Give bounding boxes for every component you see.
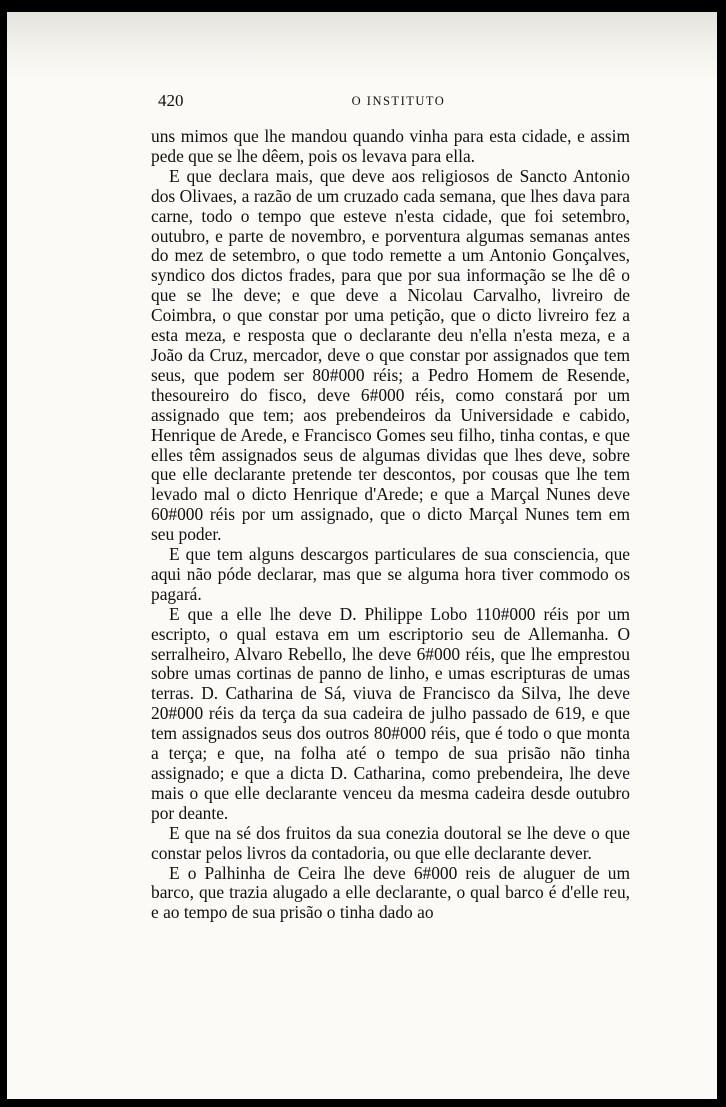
- paragraph: E que na sé dos fruitos da sua conezia doutoral se lhe deve o que constar pelos livros da contadoria, ou que elle declarante dever.: [151, 822, 630, 863]
- paragraph: uns mimos que lhe mandou quando vinha para esta cidade, e assim pede que se lhe dêem, pois os levava para ella.: [151, 126, 630, 166]
- page-edge-shading: [7, 12, 717, 82]
- page-header: [158, 91, 639, 113]
- page-number: 420: [158, 91, 184, 110]
- paragraph: E que declara mais, que deve aos religiosos de Sancto Antonio dos Olivaes, a razão de um cruzado cada semana, que lhes dava para carne, todo o tempo que esteve n'esta cidade, que foi setembro, outubro, e parte de novembro, e porventura algumas semanas antes do mez de setembro, o que todo remette a um Antonio Gonçalves, syndico dos dictos frades, para que por sua informação se lhe dê o que se lhe deve; e que deve a Nicolau Carvalho, livreiro de Coimbra, o que constar por uma petição, que o dicto livreiro fez a esta meza, e resposta que o declarante deu n'ella n'esta meza, e a João da Cruz, mercador, deve o que constar por assignados que tem seus, que podem ser 80#000 réis; a Pedro Homem de Resende, thesoureiro do fisco, deve 6#000 réis, como constará por um assignado que tem; aos prebendeiros da Universidade e cabido, Henrique de Arede, e Francisco Gomes seu filho, tinha contas, e que elles têm assignados seus de algumas dividas que lhes deve, sobre que elle declarante pretende ter descontos, por cousas que lhe tem levado mal o dicto Henrique d'Arede; e que a Marçal Nunes deve 60#000 réis por um assignado, que o dicto Marçal Nunes tem em seu poder.: [151, 165, 630, 545]
- body-text: [151, 127, 630, 923]
- paragraph: E que tem alguns descargos particulares de sua consciencia, que aqui não póde declarar, mas que se alguma hora tiver commodo os pagará.: [151, 544, 630, 604]
- paragraph: E que a elle lhe deve D. Philippe Lobo 110#000 réis por um escripto, o qual estava em um escriptorio seu de Allemanha. O serralheiro, Alvaro Rebello, lhe deve 6#000 réis, que lhe emprestou sobre umas cortinas de panno de linho, e umas escripturas de umas terras. D. Catharina de Sá, viuva de Francisco da Silva, lhe deve 20#000 réis da terça da sua cadeira de julho passado de 619, e que tem assignados seus dos outros 80#000 réis, que é todo o que monta a terça; e que, na folha até o tempo de sua prisão não tinha assignado; e que a dicta D. Catharina, como prebendeira, lhe deve mais o que elle declarante venceu da mesma cadeira desde outubro por deante.: [151, 603, 630, 823]
- paragraph: E o Palhinha de Ceira lhe deve 6#000 reis de aluguer de um barco, que trazia alugado a elle declarante, o qual barco é d'elle reu, e ao tempo de sua prisão o tinha dado ao: [151, 862, 630, 923]
- running-title: O INSTITUTO: [351, 94, 446, 108]
